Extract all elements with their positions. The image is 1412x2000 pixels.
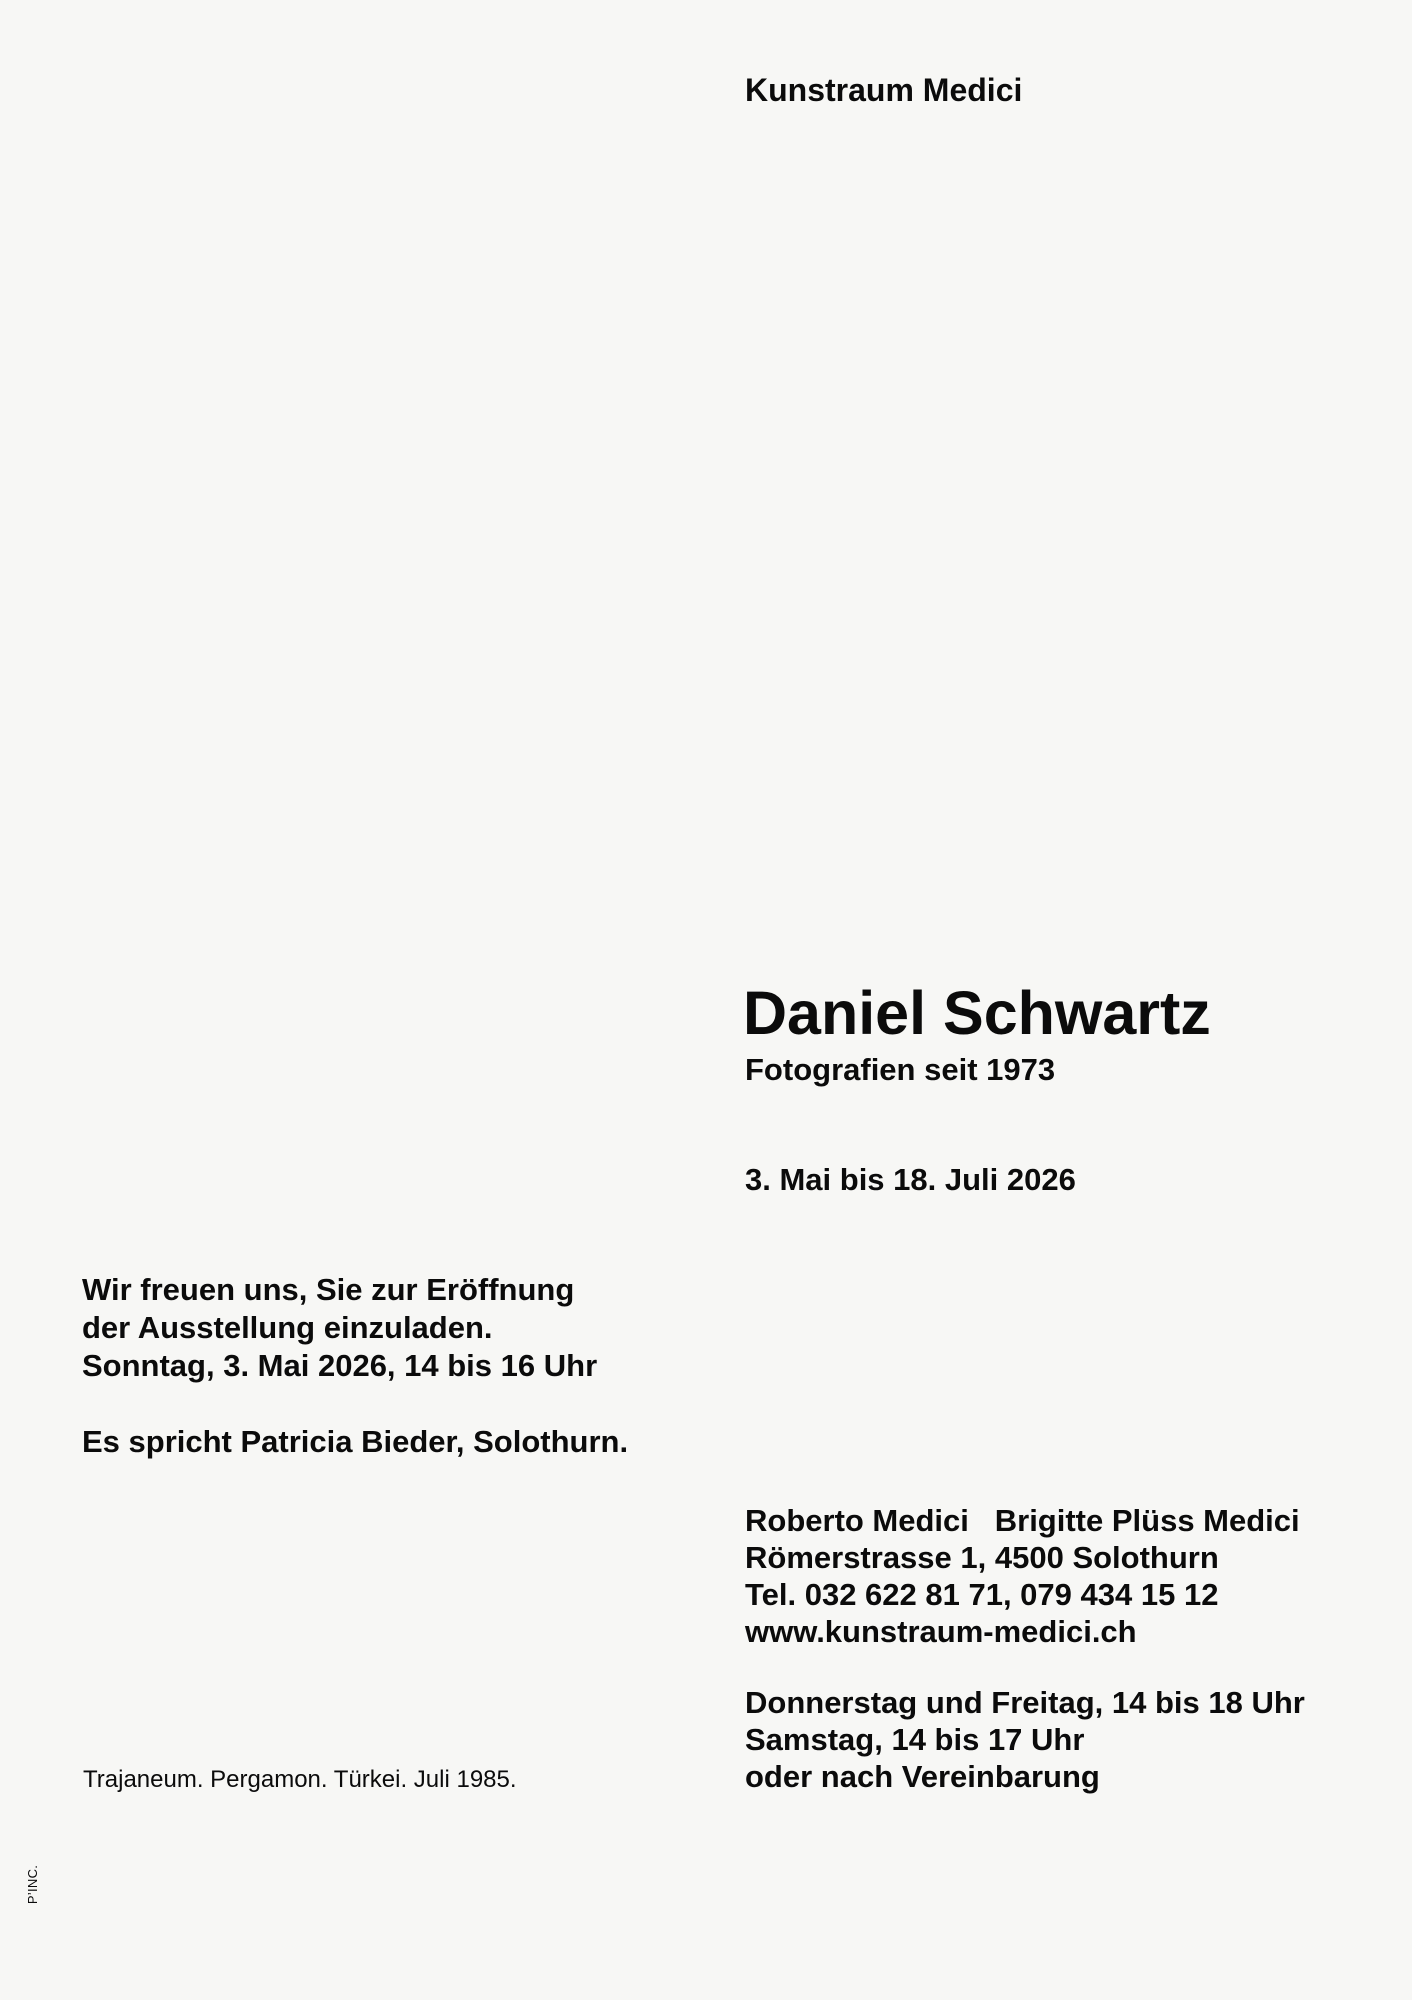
opening-hours-line: Samstag, 14 bis 17 Uhr	[745, 1722, 1085, 1757]
contact-website: www.kunstraum-medici.ch	[745, 1614, 1137, 1649]
opening-hours-block	[745, 1684, 1305, 1795]
invitation-line: der Ausstellung einzuladen.	[82, 1310, 493, 1345]
gallery-name: Kunstraum Medici	[745, 72, 1023, 108]
contact-block	[745, 1502, 1300, 1650]
exhibition-artist-title: Daniel Schwartz	[743, 979, 1211, 1047]
opening-hours-line: oder nach Vereinbarung	[745, 1759, 1100, 1794]
invitation-line: Wir freuen uns, Sie zur Eröffnung	[82, 1272, 575, 1307]
invitation-text-block	[82, 1271, 628, 1461]
exhibition-subtitle: Fotografien seit 1973	[745, 1052, 1056, 1087]
photo-caption: Trajaneum. Pergamon. Türkei. Juli 1985.	[83, 1766, 517, 1793]
printer-imprint-vertical: P’INC.	[25, 1864, 41, 1905]
speaker-line: Es spricht Patricia Bieder, Solothurn.	[82, 1424, 629, 1459]
opening-hours-line: Donnerstag und Freitag, 14 bis 18 Uhr	[745, 1685, 1305, 1720]
contact-names: Roberto Medici Brigitte Plüss Medici	[745, 1503, 1300, 1538]
contact-phone: Tel. 032 622 81 71, 079 434 15 12	[745, 1577, 1219, 1612]
exhibition-date-range: 3. Mai bis 18. Juli 2026	[745, 1162, 1076, 1197]
invitation-line: Sonntag, 3. Mai 2026, 14 bis 16 Uhr	[82, 1348, 598, 1383]
contact-address: Römerstrasse 1, 4500 Solothurn	[745, 1540, 1219, 1575]
